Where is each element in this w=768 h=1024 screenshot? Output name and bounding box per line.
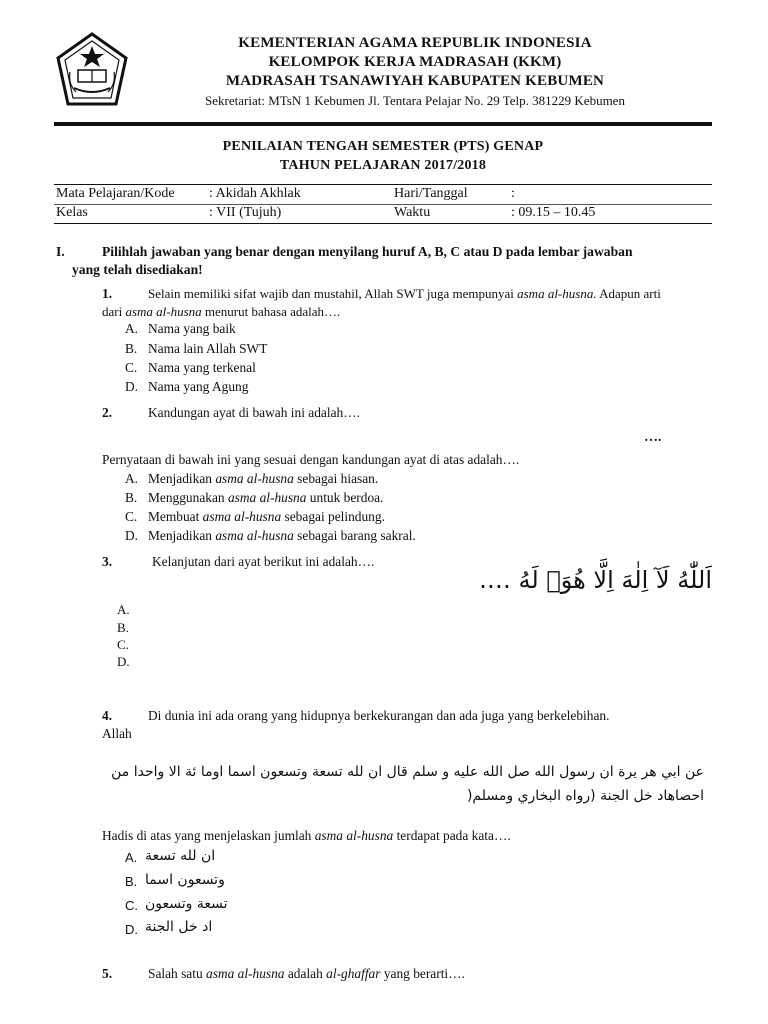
header-madrasah: MADRASAH TSANAWIYAH KABUPATEN KEBUMEN: [225, 73, 605, 89]
q1-text-c: Adapun arti: [596, 286, 661, 301]
q2-d-term: asma al-husna: [215, 528, 294, 543]
q5-number: 5.: [102, 966, 113, 981]
q4-option-d-letter[interactable]: D.: [125, 922, 138, 937]
ministry-logo: [54, 32, 130, 108]
class-value: : VII (Tujuh): [209, 205, 282, 220]
q2-b-post: untuk berdoa.: [306, 490, 384, 505]
q3-number: 3.: [102, 554, 113, 569]
q4-option-c-letter[interactable]: C.: [125, 898, 138, 913]
q2-option-b-letter[interactable]: B.: [125, 490, 138, 505]
q4-hadith-line1: عن ابي هر يرة ان رسول الله صل الله عليه و سلم قال ان لله تسعة وتسعون اسما اوما ئة الا واحدا من: [111, 764, 704, 780]
q3-arabic-verse: اَللّٰهُ لَآ اِلٰهَ اِلَّا هُوَۗ لَهُ ….: [479, 566, 712, 594]
q5-mid: adalah: [284, 966, 327, 981]
q2-option-b[interactable]: [148, 490, 383, 506]
q2-option-a-letter[interactable]: A.: [125, 471, 139, 486]
q1-option-b-letter[interactable]: B.: [125, 341, 138, 356]
q1-text-line2: [102, 304, 340, 320]
q2-statement: Pernyataan di bawah ini yang sesuai dengan kandungan ayat di atas adalah….: [102, 452, 520, 467]
class-label: Kelas: [56, 205, 88, 220]
time-value: : 09.15 – 10.45: [511, 205, 596, 220]
header-kkm: KELOMPOK KERJA MADRASAH (KKM): [268, 54, 562, 70]
q2-d-post: sebagai barang sakral.: [293, 528, 416, 543]
header-address: Sekretariat: MTsN 1 Kebumen Jl. Tentara Pelajar No. 29 Telp. 381229 Kebumen: [205, 93, 625, 108]
exam-year: TAHUN PELAJARAN 2017/2018: [279, 158, 487, 173]
q1-text-f: menurut bahasa adalah….: [201, 304, 341, 319]
q2-option-a[interactable]: [148, 471, 378, 487]
q2-number: 2.: [102, 405, 113, 420]
q4-option-b-letter[interactable]: B.: [125, 874, 138, 889]
q5-text: [148, 966, 465, 982]
q2-a-pre: Menjadikan: [148, 471, 216, 486]
q2-text: Kandungan ayat di bawah ini adalah….: [148, 405, 360, 420]
q2-c-post: sebagai pelindung.: [281, 509, 385, 524]
q2-option-d-letter[interactable]: D.: [125, 528, 139, 543]
q2-d-pre: Menjadikan: [148, 528, 216, 543]
q4-text-allah: Allah: [102, 726, 132, 741]
q1-text-line1: [148, 286, 661, 302]
q2-verse-ellipsis: ….: [644, 430, 662, 445]
q4-option-a[interactable]: ان لله تسعة: [145, 848, 216, 864]
q1-number: 1.: [102, 286, 113, 301]
q4-number: 4.: [102, 708, 113, 723]
q2-option-c-letter[interactable]: C.: [125, 509, 138, 524]
q3-option-c[interactable]: C.: [117, 637, 129, 652]
q2-option-c[interactable]: [148, 509, 385, 525]
q4-question-post: terdapat pada kata….: [393, 828, 511, 843]
info-top-rule: [54, 184, 712, 185]
q5-post: yang berarti….: [380, 966, 465, 981]
q4-text: Di dunia ini ada orang yang hidupnya berkekurangan dan ada juga yang berkelebihan.: [148, 708, 610, 723]
q1-option-a[interactable]: Nama yang baik: [148, 321, 236, 336]
q4-option-b[interactable]: وتسعون اسما: [145, 872, 225, 888]
q1-term-2: asma al-husna: [125, 304, 202, 319]
subject-value: : Akidah Akhlak: [209, 186, 301, 201]
subject-label: Mata Pelajaran/Kode: [56, 186, 175, 201]
q4-option-c[interactable]: تسعة وتسعون: [145, 896, 228, 912]
q5-term-2: al-ghaffar: [326, 966, 381, 981]
q2-a-post: sebagai hiasan.: [293, 471, 379, 486]
info-mid-rule: [54, 204, 712, 205]
q5-term: asma al-husna: [206, 966, 285, 981]
q5-pre: Salah satu: [148, 966, 207, 981]
q4-option-a-letter[interactable]: A.: [125, 850, 138, 865]
q1-text-a: Selain memiliki sifat wajib dan mustahil, Allah SWT juga mempunyai: [148, 286, 518, 301]
header-divider: [54, 122, 712, 126]
q1-text-d: dari: [102, 304, 126, 319]
q2-b-pre: Menggunakan: [148, 490, 228, 505]
section-instruction-1: Pilihlah jawaban yang benar dengan menyilang huruf A, B, C atau D pada lembar jawaban: [102, 244, 633, 259]
q2-option-d[interactable]: [148, 528, 416, 544]
q2-b-term: asma al-husna: [227, 490, 307, 505]
q3-option-b[interactable]: B.: [117, 620, 129, 635]
section-instruction-2: yang telah disediakan!: [72, 262, 203, 277]
q2-c-term: asma al-husna: [202, 509, 282, 524]
header-ministry: KEMENTERIAN AGAMA REPUBLIK INDONESIA: [238, 35, 592, 51]
q2-a-term: asma al-husna: [215, 471, 294, 486]
q4-question-pre: Hadis di atas yang menjelaskan jumlah: [102, 828, 315, 843]
q3-option-d[interactable]: D.: [117, 654, 130, 669]
q4-option-d[interactable]: اد خل الجنة: [145, 919, 213, 935]
exam-title: PENILAIAN TENGAH SEMESTER (PTS) GENAP: [222, 139, 544, 154]
q1-option-c[interactable]: Nama yang terkenal: [148, 360, 256, 375]
q4-question-term: asma al-husna: [314, 828, 394, 843]
section-number: I.: [56, 244, 65, 259]
q2-c-pre: Membuat: [148, 509, 203, 524]
q1-option-b[interactable]: Nama lain Allah SWT: [148, 341, 268, 356]
q4-question: [102, 828, 511, 844]
q3-option-a[interactable]: A.: [117, 602, 130, 617]
q1-option-d[interactable]: Nama yang Agung: [148, 379, 249, 394]
time-label: Waktu: [394, 205, 431, 220]
day-label: Hari/Tanggal: [394, 186, 468, 201]
q1-option-a-letter[interactable]: A.: [125, 321, 139, 336]
q4-hadith-line2: احصاهاد خل الجنة (رواه البخاري ومسلم(: [466, 788, 704, 804]
q1-option-d-letter[interactable]: D.: [125, 379, 139, 394]
q1-option-c-letter[interactable]: C.: [125, 360, 138, 375]
info-bottom-rule: [54, 223, 712, 224]
q1-term: asma al-husna.: [517, 286, 597, 301]
q3-text: Kelanjutan dari ayat berikut ini adalah….: [152, 554, 375, 569]
day-value: :: [511, 186, 515, 201]
